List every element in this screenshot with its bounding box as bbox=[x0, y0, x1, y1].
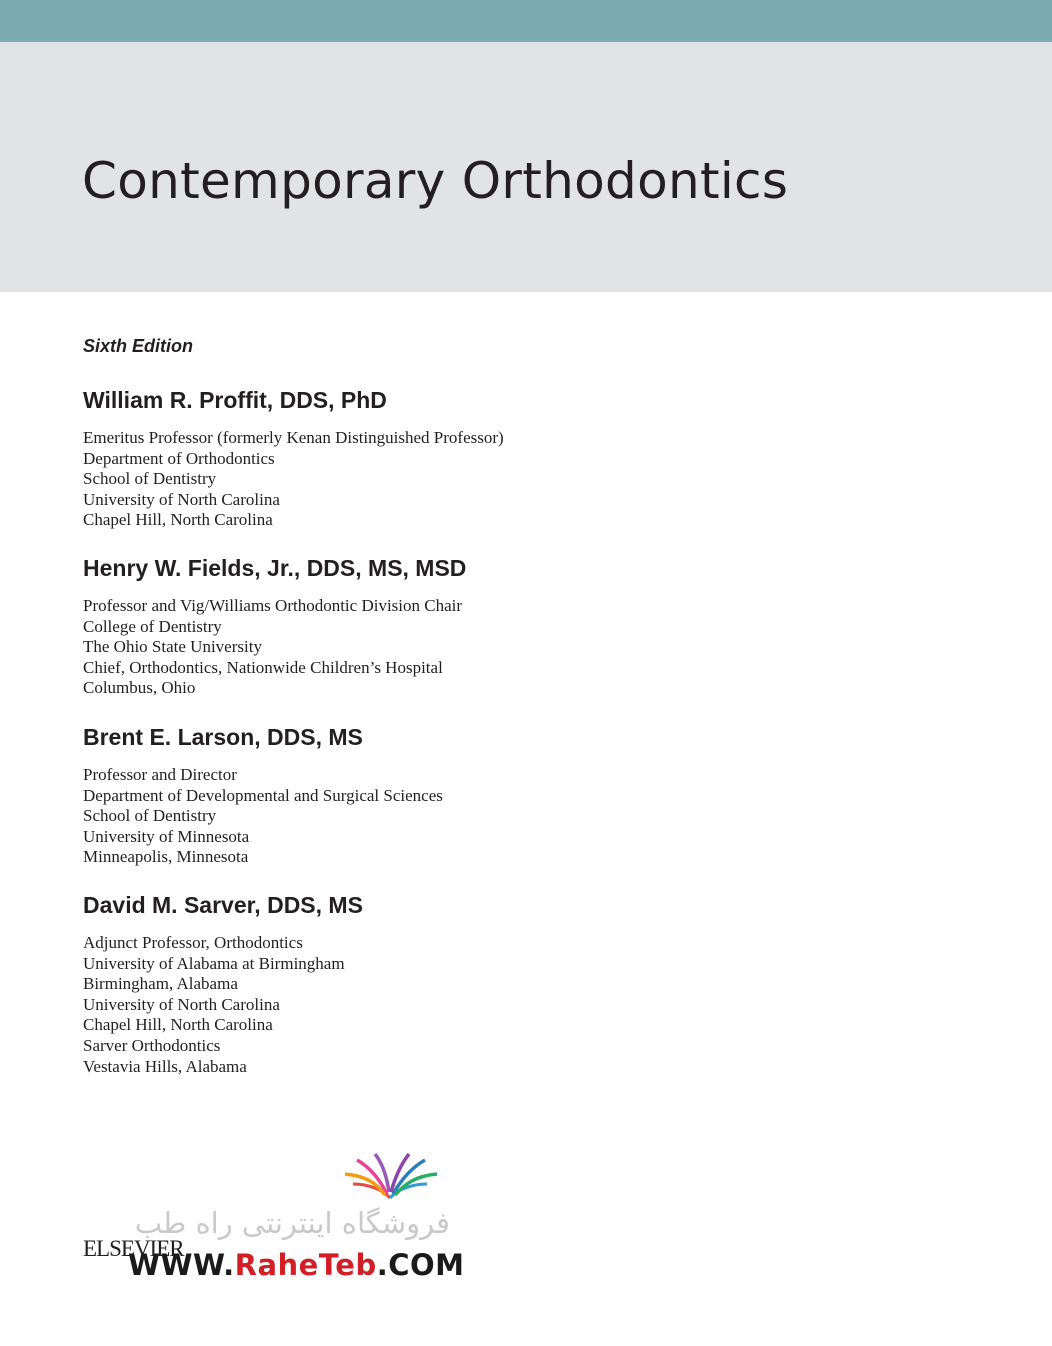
author-block bbox=[83, 389, 504, 531]
open-book-logo-icon bbox=[335, 1150, 445, 1202]
top-color-band bbox=[0, 0, 1052, 42]
affiliation-line: Vestavia Hills, Alabama bbox=[83, 1056, 247, 1076]
author-affiliation bbox=[83, 428, 504, 531]
affiliation-line: University of Minnesota bbox=[83, 826, 250, 846]
affiliation-line: Department of Developmental and Surgical Sciences bbox=[83, 785, 443, 805]
affiliation-line: School of Dentistry bbox=[83, 806, 217, 826]
author-block bbox=[83, 894, 363, 1077]
affiliation-line: University of North Carolina bbox=[83, 489, 280, 509]
publisher-logo: ELSEVIER bbox=[83, 1236, 184, 1261]
author-name: Brent E. Larson, DDS, MS bbox=[83, 724, 363, 750]
author-name: David M. Sarver, DDS, MS bbox=[83, 892, 363, 918]
author-name: Henry W. Fields, Jr., DDS, MS, MSD bbox=[83, 555, 467, 581]
edition-label: Sixth Edition bbox=[83, 336, 193, 356]
author-block bbox=[83, 726, 443, 868]
affiliation-line: Emeritus Professor (formerly Kenan Distinguished Professor) bbox=[83, 428, 504, 447]
watermark-url-brand: RaheTeb bbox=[234, 1248, 377, 1282]
affiliation-line: University of Alabama at Birmingham bbox=[83, 953, 345, 973]
affiliation-line: Department of Orthodontics bbox=[83, 448, 275, 468]
affiliation-line: Professor and Vig/Williams Orthodontic Division Chair bbox=[83, 596, 463, 615]
watermark-url-suffix: .COM bbox=[376, 1248, 465, 1282]
watermark-url-prefix: WWW. bbox=[128, 1248, 235, 1282]
watermark-url bbox=[128, 1248, 465, 1282]
affiliation-line: Sarver Orthodontics bbox=[83, 1035, 221, 1055]
affiliation-line: Columbus, Ohio bbox=[83, 678, 196, 698]
affiliation-line: Chapel Hill, North Carolina bbox=[83, 1015, 273, 1035]
affiliation-line: Birmingham, Alabama bbox=[83, 974, 238, 994]
affiliation-line: School of Dentistry bbox=[83, 469, 217, 489]
author-block bbox=[83, 557, 466, 699]
affiliation-line: Chapel Hill, North Carolina bbox=[83, 510, 273, 530]
author-affiliation bbox=[83, 596, 466, 699]
author-affiliation bbox=[83, 933, 363, 1077]
affiliation-line: Minneapolis, Minnesota bbox=[83, 847, 249, 867]
author-name: William R. Proffit, DDS, PhD bbox=[83, 387, 387, 413]
affiliation-line: University of North Carolina bbox=[83, 994, 280, 1014]
affiliation-line: Adjunct Professor, Orthodontics bbox=[83, 933, 303, 952]
affiliation-line: Professor and Director bbox=[83, 765, 237, 784]
affiliation-line: The Ohio State University bbox=[83, 637, 262, 657]
watermark-persian-text: فروشگاه اینترنتی راه طب bbox=[134, 1206, 450, 1240]
watermark bbox=[120, 1148, 465, 1288]
book-title: Contemporary Orthodontics bbox=[82, 152, 789, 210]
affiliation-line: Chief, Orthodontics, Nationwide Children’s Hospital bbox=[83, 657, 443, 677]
author-affiliation bbox=[83, 765, 443, 868]
affiliation-line: College of Dentistry bbox=[83, 616, 222, 636]
